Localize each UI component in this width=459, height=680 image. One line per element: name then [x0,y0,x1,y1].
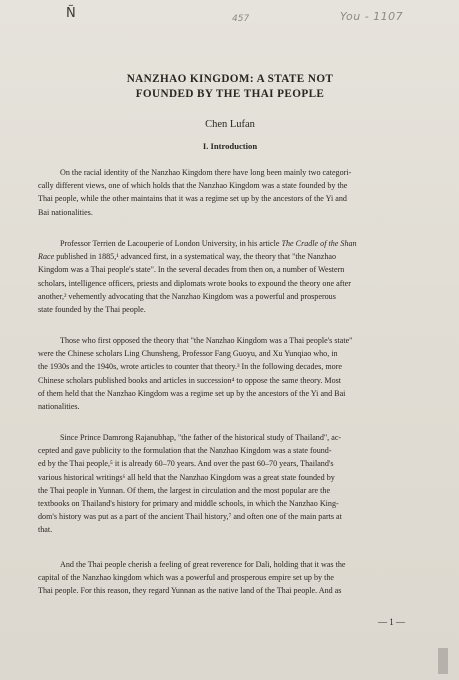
paragraph-line: Professor Terrien de Lacouperie of London University, in his article The Cradle of the Shan [60,239,357,248]
paragraph-line: Bai nationalities. [38,207,93,217]
page-number: — 1 — [378,617,405,627]
handwritten-mark: Ñ [66,6,76,21]
author: Chen Lufan [205,119,255,130]
paragraph-line: the 1930s and the 1940s, wrote articles to counter that theory.³ In the following decades, more [38,362,342,372]
paragraph-line: And the Thai people cherish a feeling of great reverence for Dali, holding that it was the [60,560,346,569]
title-line-2: FOUNDED BY THE THAI PEOPLE [135,88,325,100]
section-heading: I. Introduction [202,141,258,151]
paragraph-line: Kingdom was a Thai people's state". In the several decades from then on, a number of Western [38,265,345,275]
title-line-1: NANZHAO KINGDOM: A STATE NOT [126,73,334,85]
paragraph-3 [38,334,426,413]
paragraph-4 [38,431,426,537]
paragraph-line: dom's history was put as a part of the ancient Thail history,⁷ and often one of the main parts at [38,512,342,522]
paragraph-line: On the racial identity of the Nanzhao Kingdom there have long been mainly two categori- [60,168,352,177]
paragraph-line: were the Chinese scholars Ling Chunsheng, Professor Fang Guoyu, and Xu Yunqiao who, in [38,349,338,359]
paragraph-2 [38,237,426,316]
paragraph-line: Thai people, while the other maintains that it was a regime set up by the ancestors of the Yi and [38,194,347,204]
paragraph-line: Since Prince Damrong Rajanubhap, "the father of the historical study of Thailand", ac- [60,433,342,442]
paragraph-1 [38,166,426,219]
paragraph-line: cepted and gave publicity to the formulation that the Nanzhao Kingdom was a state found- [38,446,332,456]
paragraph-line: scholars, intelligence officers, priests and diplomats wrote books to expound the theory one after [38,278,351,288]
paragraph-line: cally different views, one of which holds that the Nanzhao Kingdom was a state founded by the [38,181,348,191]
paragraph-line: that. [38,525,53,535]
paragraph-line: nationalities. [38,402,80,412]
paragraph-line: Thai people. For this reason, they regard Yunnan as the native land of the Thai people. And as [38,586,342,596]
paragraph-5 [38,558,426,598]
paragraph-line: Race published in 1885,¹ advanced first, in a systematical way, the theory that "the Nanzhao [38,252,337,262]
handwritten-reference: You - 1107 [340,10,404,23]
paragraph-line: of them held that the Nanzhao Kingdom was a regime set up by the ancestors of the Yi and Bai [38,388,346,398]
paragraph-line: various historical writings⁶ all held that the Nanzhao Kingdom was a great state founded by [38,472,335,482]
paragraph-line: the Thai people in Yunnan. Of them, the largest in circulation and the most popular are the [38,485,331,495]
paragraph-line: textbooks on Thailand's history for primary and middle schools, in which the Nanzhao King- [38,499,339,509]
paragraph-line: ed by the Thai people,⁵ it is already 60–70 years. And over the past 60–70 years, Thailand's [38,459,334,469]
paragraph-line: Those who first opposed the theory that "the Nanzhao Kingdom was a Thai people's state" [60,336,353,345]
handwritten-page-number: 457 [232,14,250,24]
paragraph-line: Chinese scholars published books and articles in succession⁴ to oppose the same theory. Most [38,375,342,385]
edge-stain [438,648,448,674]
paragraph-line: state founded by the Thai people. [38,305,146,315]
paragraph-line: another,² vehemently advocating that the Nanzhao Kingdom was a powerful and prosperous [38,291,336,301]
paragraph-line: capital of the Nanzhao kingdom which was a powerful and prosperous empire set up by the [38,573,335,583]
